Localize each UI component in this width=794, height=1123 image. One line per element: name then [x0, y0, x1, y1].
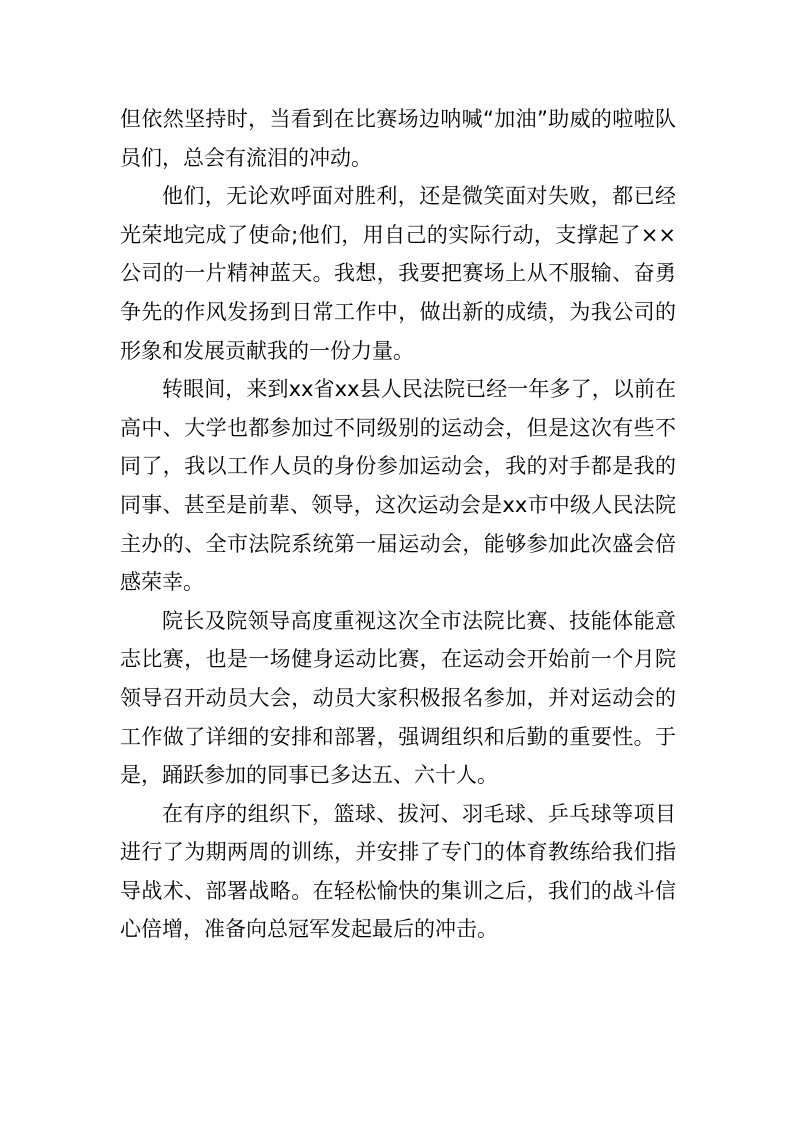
paragraph-5: 在有序的组织下，篮球、拔河、羽毛球、乒乓球等项目进行了为期两周的训练，并安排了专门的体育教练给我们指导战术、部署战略。在轻松愉快的集训之后，我们的战斗信心倍增，准备向总冠军发起最后的冲击。	[120, 801, 676, 942]
paragraph-2: 他们，无论欢呼面对胜利，还是微笑面对失败，都已经光荣地完成了使命;他们，用自己的实际行动，支撑起了××公司的一片精神蓝天。我想，我要把赛场上从不服输、奋勇争先的作风发扬到日常工作中，做出新的成绩，为我公司的形象和发展贡献我的一份力量。	[120, 184, 676, 363]
paragraph-1: 但依然坚持时，当看到在比赛场边呐喊“加油”助威的啦啦队员们，总会有流泪的冲动。	[120, 107, 676, 170]
paragraph-3: 转眼间，来到xx省xx县人民法院已经一年多了，以前在高中、大学也都参加过不同级别的运动会，但是这次有些不同了，我以工作人员的身份参加运动会，我的对手都是我的同事、甚至是前辈、领导，这次运动会是xx市中级人民法院主办的、全市法院系统第一届运动会，能够参加此次盛会倍感荣幸。	[120, 377, 676, 595]
document-body	[120, 100, 676, 949]
paragraph-4: 院长及院领导高度重视这次全市法院比赛、技能体能意志比赛，也是一场健身运动比赛，在运动会开始前一个月院领导召开动员大会，动员大家积极报名参加，并对运动会的工作做了详细的安排和部署，强调组织和后勤的重要性。于是，踊跃参加的同事已多达五、六十人。	[120, 608, 676, 788]
